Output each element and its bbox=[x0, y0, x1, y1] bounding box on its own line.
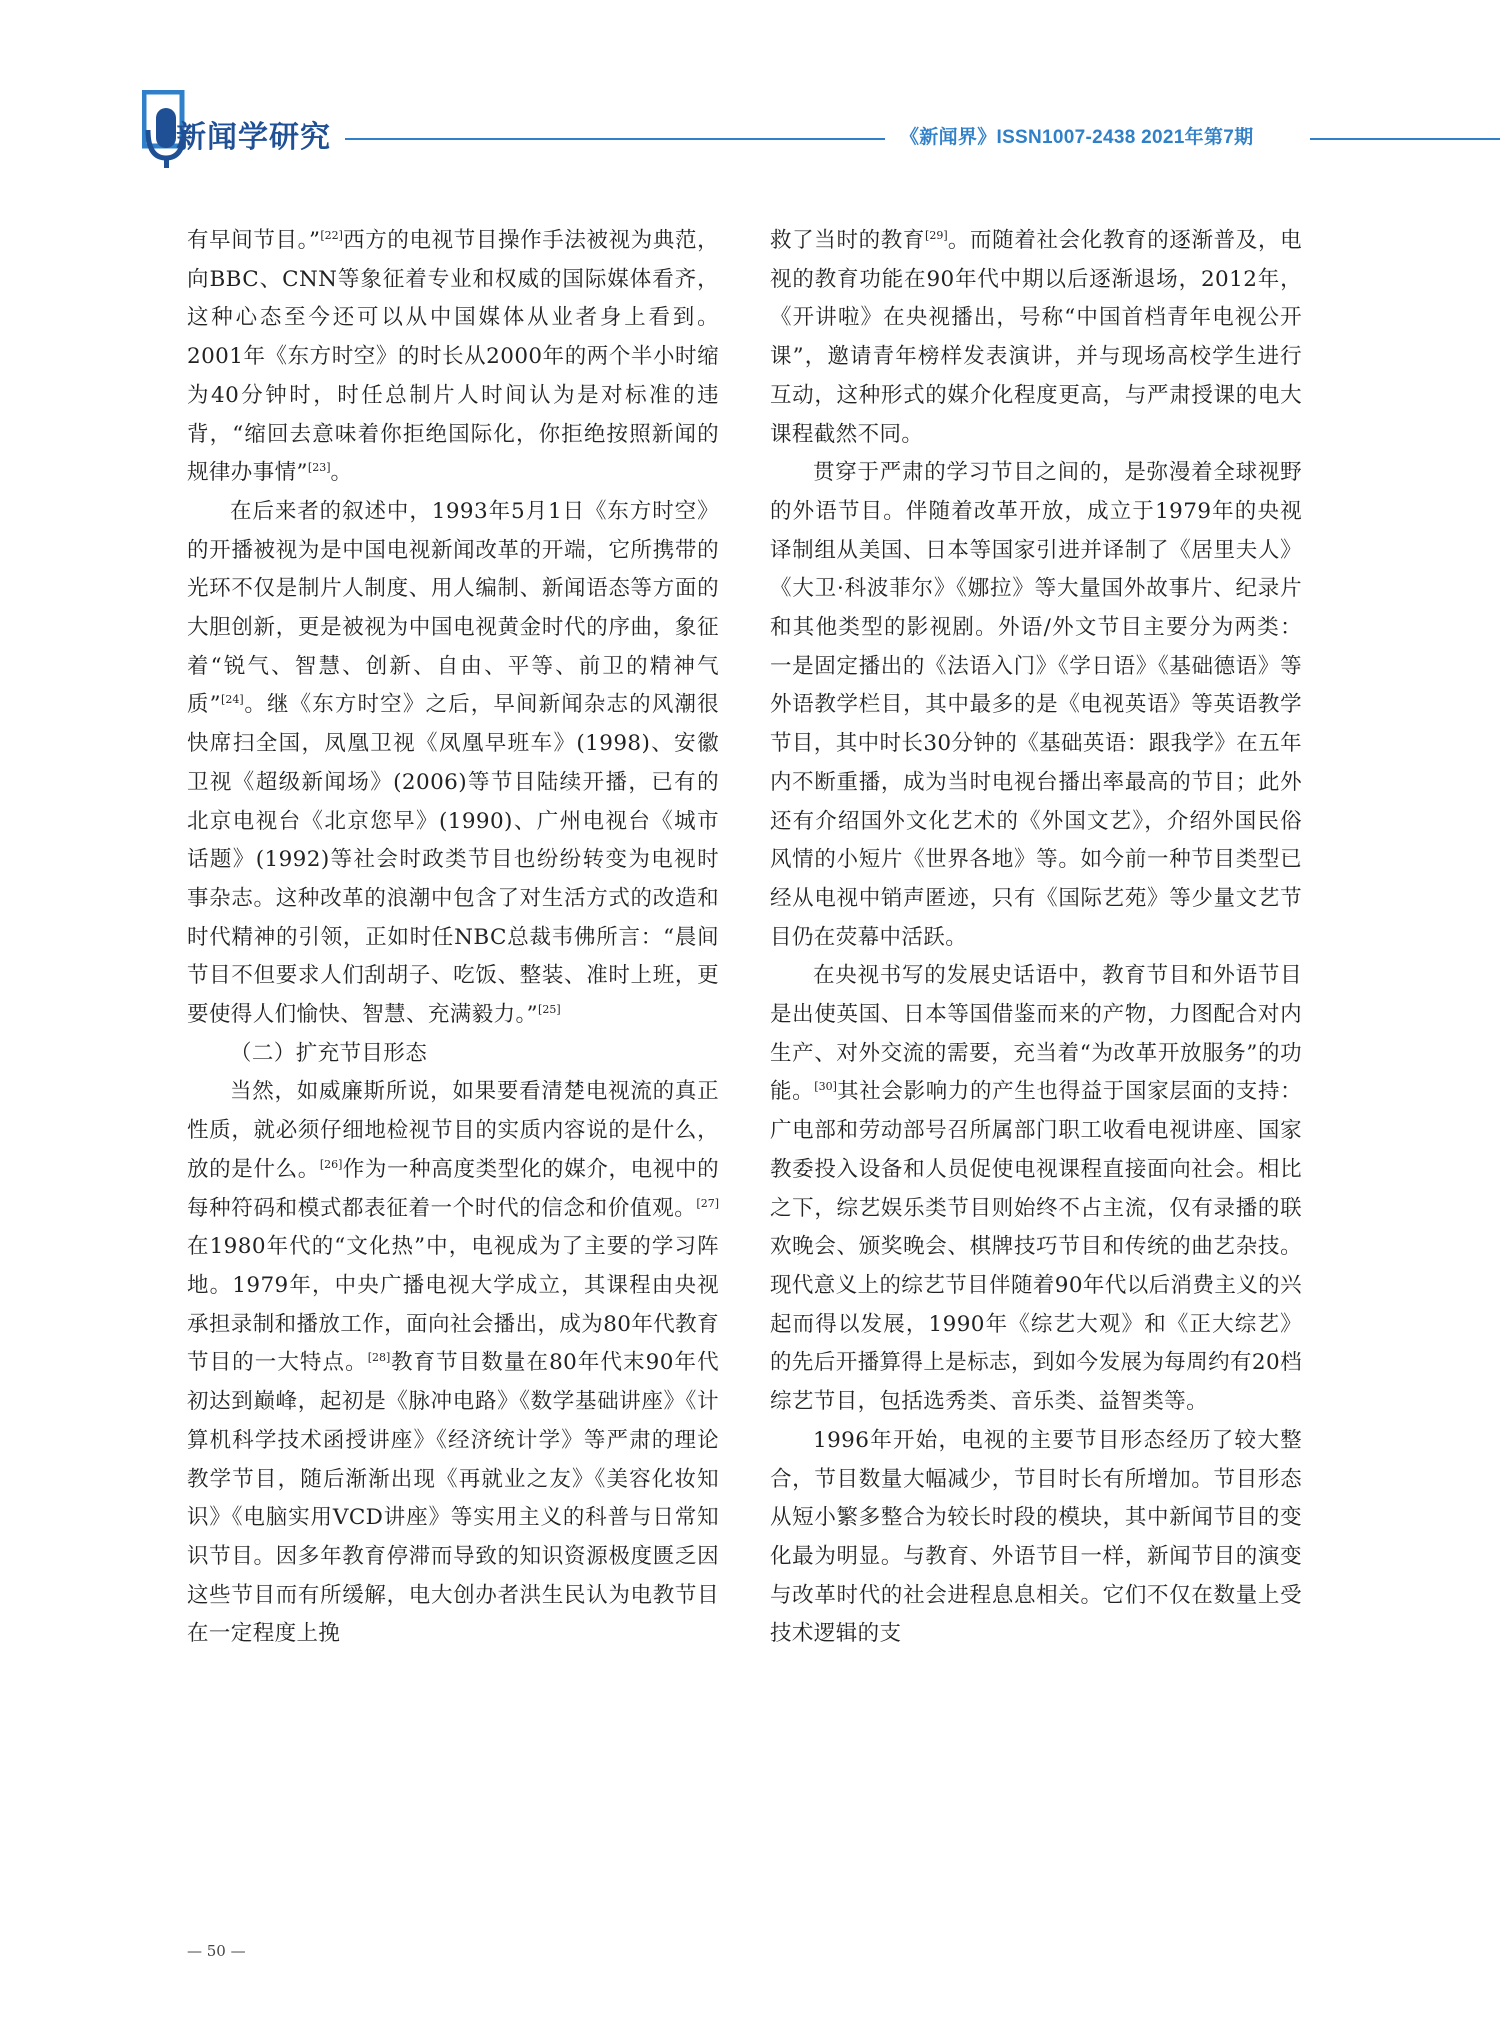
paragraph: 1996年开始，电视的主要节目形态经历了较大整合，节目数量大幅减少，节目时长有所增加。节目形态从短小繁多整合为较长时段的模块，其中新闻节目的变化最为明显。与教育、外语节目一样，新闻节目的演变与改革时代的社会进程息息相关。它们不仅在数量上受技术逻辑的支 bbox=[770, 1427, 1302, 1647]
page-number: — 50 — bbox=[187, 1942, 246, 1960]
paragraph: 救了当时的教育[29]。而随着社会化教育的逐渐普及，电视的教育功能在90年代中期以后逐渐退场，2012年，《开讲啦》在央视播出，号称“中国首档青年电视公开课”，邀请青年榜样发表演讲，并与现场高校学生进行互动，这种形式的媒介化程度更高，与严肃授课的电大课程截然不同。 bbox=[770, 228, 1302, 447]
journal-info: 《新闻界》ISSN1007-2438 2021年第7期 bbox=[900, 127, 1254, 148]
citation-ref: [25] bbox=[538, 1003, 561, 1017]
right-column bbox=[770, 222, 1302, 1654]
citation-ref: [24] bbox=[221, 693, 244, 707]
citation-ref: [23] bbox=[307, 461, 331, 475]
citation-ref: [26] bbox=[319, 1157, 343, 1171]
paragraph: 在后来者的叙述中，1993年5月1日《东方时空》的开播被视为是中国电视新闻改革的开端，它所携带的光环不仅是制片人制度、用人编制、新闻语态等方面的大胆创新，更是被视为中国电视黄金时代的序曲，象征着“锐气、智慧、创新、自由、平等、前卫的精神气质”[24]。继《东方时空》之后，早间新闻杂志的风潮很快席扫全国，凤凰卫视《凤凰早班车》(1998)、安徽卫视《超级新闻场》(2006)等节目陆续开播，已有的北京电视台《北京您早》(1990)、广州电视台《城市话题》(1992)等社会时政类节目也纷纷转变为电视时事杂志。这种改革的浪潮中包含了对生活方式的改造和时代精神的引领，正如时任NBC总裁韦佛所言：“晨间节目不但要求人们刮胡子、吃饭、整装、准时上班，更要使得人们愉快、智慧、充满毅力。”[25] bbox=[187, 498, 719, 1028]
paragraph: 在央视书写的发展史话语中，教育节目和外语节目是出使英国、日本等国借鉴而来的产物，力图配合对内生产、对外交流的需要，充当着“为改革开放服务”的功能。[30]其社会影响力的产生也得益于国家层面的支持：广电部和劳动部号召所属部门职工收看电视讲座、国家教委投入设备和人员促使电视课程直接面向社会。相比之下，综艺娱乐类节目则始终不占主流，仅有录播的联欢晚会、颁奖晚会、棋牌技巧节目和传统的曲艺杂技。现代意义上的综艺节目伴随着90年代以后消费主义的兴起而得以发展，1990年《综艺大观》和《正大综艺》的先后开播算得上是标志，到如今发展为每周约有20档综艺节目，包括选秀类、音乐类、益智类等。 bbox=[770, 963, 1302, 1415]
left-column bbox=[187, 222, 719, 1654]
citation-ref: [27] bbox=[696, 1196, 719, 1210]
citation-ref: [30] bbox=[814, 1080, 837, 1094]
citation-ref: [28] bbox=[367, 1351, 391, 1365]
paragraph: 当然，如威廉斯所说，如果要看清楚电视流的真正性质，就必须仔细地检视节目的实质内容说的是什么，放的是什么。[26]作为一种高度类型化的媒介，电视中的每种符码和模式都表征着一个时代的信念和价值观。[27]在1980年代的“文化热”中，电视成为了主要的学习阵地。1979年，中央广播电视大学成立，其课程由央视承担录制和播放工作，面向社会播出，成为80年代教育节目的一大特点。[28]教育节目数量在80年代末90年代初达到巅峰，起初是《脉冲电路》《数学基础讲座》《计算机科学技术函授讲座》《经济统计学》等严肃的理论教学节目，随后渐渐出现《再就业之友》《美容化妆知识》《电脑实用VCD讲座》等实用主义的科普与日常知识节目。因多年教育停滞而导致的知识资源极度匮乏因这些节目而有所缓解，电大创办者洪生民认为电教节目在一定程度上挽 bbox=[187, 1079, 719, 1647]
subsection-heading: （二）扩充节目形态 bbox=[230, 1040, 428, 1066]
paragraph: 贯穿于严肃的学习节目之间的，是弥漫着全球视野的外语节目。伴随着改革开放，成立于1979年的央视译制组从美国、日本等国家引进并译制了《居里夫人》《大卫·科波菲尔》《娜拉》等大量国外故事片、纪录片和其他类型的影视剧。外语/外文节目主要分为两类：一是固定播出的《法语入门》《学日语》《基础德语》等外语教学栏目，其中最多的是《电视英语》等英语教学节目，其中时长30分钟的《基础英语：跟我学》在五年内不断重播，成为当时电视台播出率最高的节目；此外还有介绍国外文化艺术的《外国文艺》，介绍外国民俗风情的小短片《世界各地》等。如今前一种节目类型已经从电视中销声匿迹，只有《国际艺苑》等少量文艺节目仍在荧幕中活跃。 bbox=[770, 460, 1302, 950]
citation-ref: [29] bbox=[925, 229, 948, 242]
header-rule-right bbox=[1310, 138, 1500, 140]
citation-ref: [22] bbox=[320, 229, 343, 242]
section-title: 新闻学研究 bbox=[176, 120, 331, 155]
paragraph: 有早间节目。”[22]西方的电视节目操作手法被视为典范，向BBC、CNN等象征着专业和权威的国际媒体看齐，这种心态至今还可以从中国媒体从业者身上看到。2001年《东方时空》的时长从2000年的两个半小时缩为40分钟时，时任总制片人时间认为是对标准的违背，“缩回去意味着你拒绝国际化，你拒绝按照新闻的规律办事情”[23]。 bbox=[187, 228, 719, 486]
header-rule-left bbox=[345, 138, 885, 140]
